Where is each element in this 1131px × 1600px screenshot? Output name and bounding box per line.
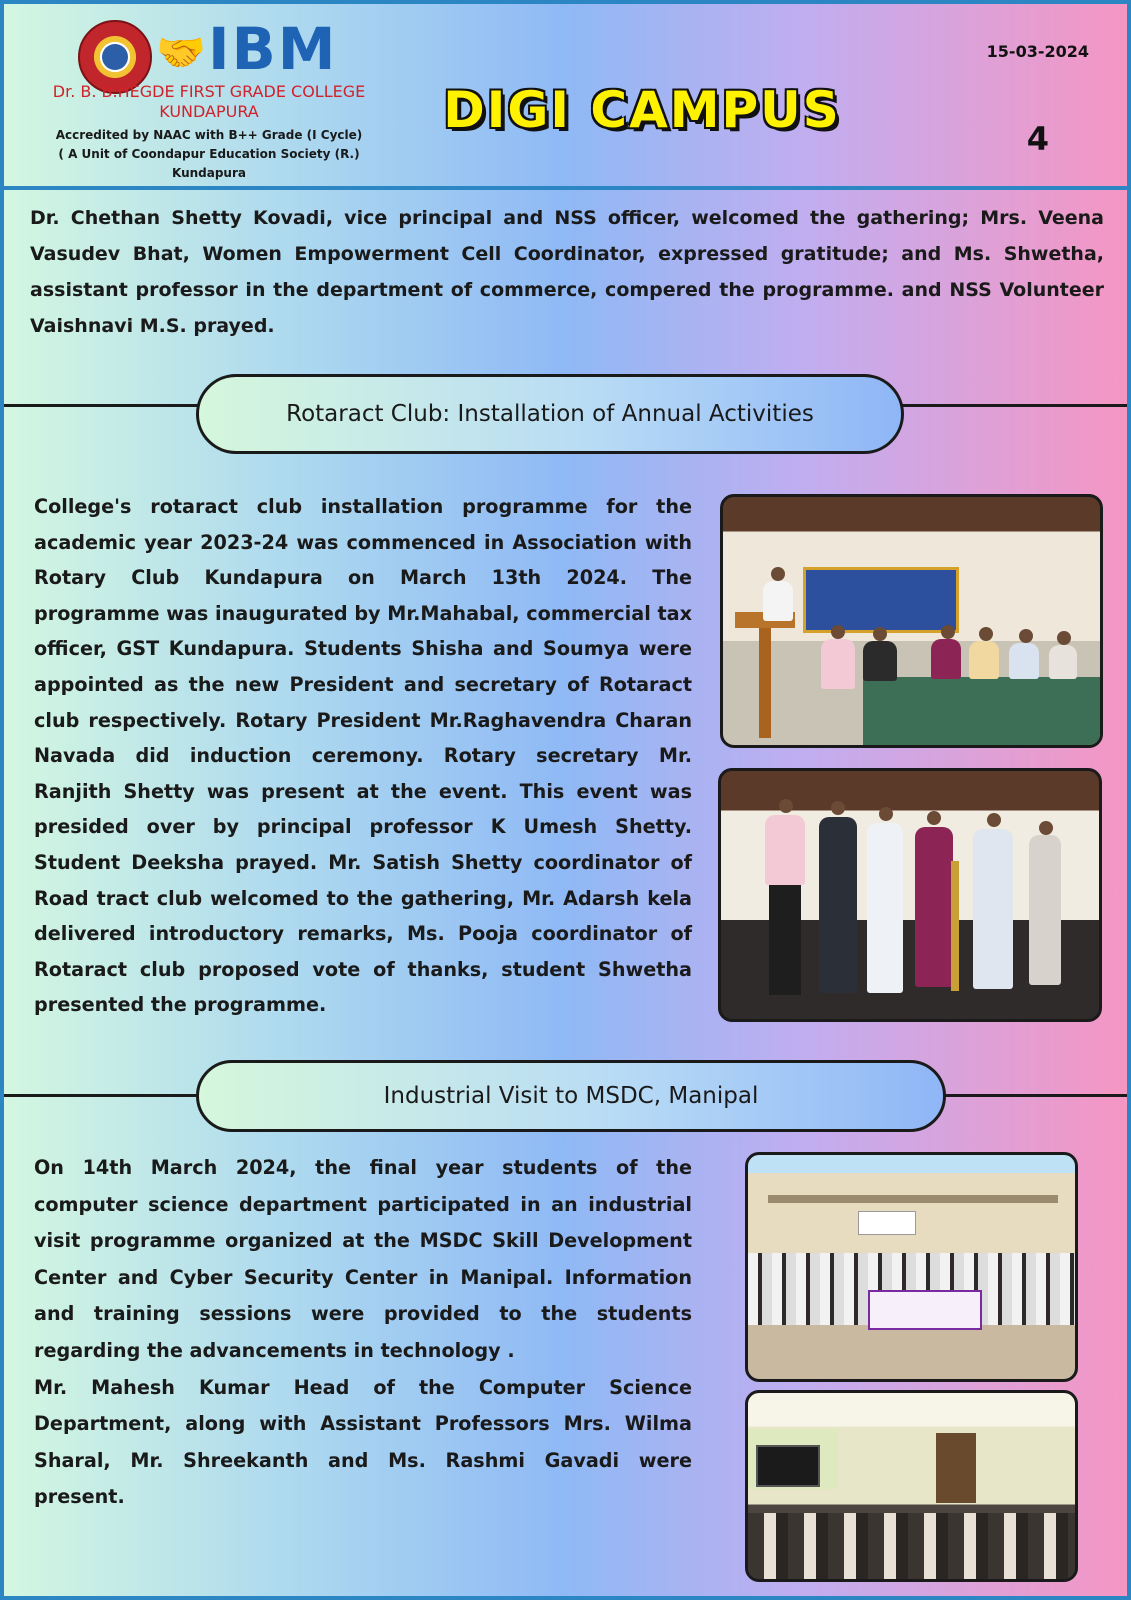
masthead-title: DIGI CAMPUS	[443, 81, 841, 139]
person-head	[979, 627, 993, 641]
person-head	[779, 799, 793, 813]
podium-stand	[759, 628, 771, 738]
section-rule-left-2	[4, 1094, 204, 1097]
person	[931, 639, 961, 679]
page-number: 4	[1026, 120, 1049, 158]
stage-banner	[803, 567, 959, 633]
msdc-training-hall-photo	[745, 1390, 1078, 1582]
person-head	[1057, 631, 1071, 645]
building-ledge	[768, 1195, 1058, 1203]
person-head	[771, 567, 785, 581]
section-rule-right-2	[942, 1094, 1127, 1097]
msdc-text	[34, 1150, 692, 1516]
person	[765, 815, 805, 885]
person-head	[941, 625, 955, 639]
rotaract-section-title: Rotaract Club: Installation of Annual Activities	[196, 374, 904, 454]
person	[821, 639, 855, 689]
section-rule-left	[4, 404, 204, 407]
place-text: Kundapura	[171, 166, 246, 180]
intro-paragraph: Dr. Chethan Shetty Kovadi, vice principal and NSS officer, welcomed the gathering; Mrs. Veena Vasudev Bhat, Women Empowerment Cell Coordinator, expressed gratitude; and Ms. Shwetha, assistant professor in the department of commerce, compered the programme. and NSS Volunteer Vaishnavi M.S. prayed.	[30, 207, 1104, 337]
industrial-visit-banner	[868, 1290, 982, 1330]
msdc-paragraph-1: On 14th March 2024, the final year students of the computer science department participated in an industrial visit programme organized at the MSDC Skill Development Center and Cyber Security Center in Manipal. Information and training sessions were provided to the students regarding the advancements in technology .	[34, 1156, 692, 1362]
person	[863, 641, 897, 681]
display-screen	[756, 1445, 820, 1487]
person	[973, 829, 1013, 989]
person	[763, 581, 793, 621]
issue-date: 15-03-2024	[986, 42, 1089, 61]
person-head	[1019, 629, 1033, 643]
rotaract-lamp-lighting-photo	[718, 768, 1102, 1022]
person-head	[873, 627, 887, 641]
unit-text: ( A Unit of Coondapur Education Society (R.)	[58, 147, 360, 161]
person	[867, 823, 903, 993]
msdc-group-photo	[745, 1152, 1078, 1382]
header	[4, 4, 1127, 186]
person-head	[831, 801, 845, 815]
seated-students	[748, 1513, 1078, 1582]
person-head	[927, 811, 941, 825]
person-head	[831, 625, 845, 639]
section-rule-right	[899, 404, 1127, 407]
oil-lamp	[951, 861, 959, 991]
person	[969, 641, 999, 679]
person	[1049, 645, 1077, 679]
accreditation-text: Accredited by NAAC with B++ Grade (I Cycle)	[55, 128, 363, 142]
person	[915, 827, 953, 987]
college-details	[24, 126, 394, 183]
rotaract-stage-photo	[720, 494, 1103, 748]
handshake-icon: 🤝	[156, 30, 206, 76]
person-head	[1039, 821, 1053, 835]
msdc-paragraph-2: Mr. Mahesh Kumar Head of the Computer Science Department, along with Assistant Professors Mrs. Wilma Sharal, Mr. Shreekanth and Ms. Rashmi Gavadi were present.	[34, 1375, 692, 1509]
person-legs	[769, 885, 801, 995]
dais-table	[863, 677, 1101, 747]
header-divider	[4, 186, 1127, 190]
person	[1029, 835, 1061, 985]
rotaract-paragraph: College's rotaract club installation programme for the academic year 2023-24 was commenced in Association with Rotary Club Kundapura on March 13th 2024. The programme was inaugurated by Mr.Mahabal, commercial tax officer, GST Kundapura. Students Shisha and Soumya were appointed as the new President and secretary of Rotaract club respectively. Rotary President Mr.Raghavendra Charan Navada did induction ceremony. Rotary secretary Mr. Ranjith Shetty was present at the event. This event was presided over by principal professor K Umesh Shetty. Student Deeksha prayed. Mr. Satish Shetty coordinator of Road tract club welcomed to the gathering, Mr. Adarsh kela delivered introductory remarks, Ms. Pooja coordinator of Rotaract club proposed vote of thanks, student Shwetha presented the programme.	[34, 495, 692, 1017]
person	[1009, 643, 1039, 679]
ibm-logo: IBM	[208, 15, 338, 83]
person	[819, 817, 857, 993]
person-head	[879, 807, 893, 821]
college-name: Dr. B. B.HEGDE FIRST GRADE COLLEGE KUNDAPURA	[52, 82, 366, 121]
person-head	[987, 813, 1001, 827]
room-door	[936, 1433, 976, 1503]
msdc-sign	[858, 1211, 916, 1235]
msdc-section-title: Industrial Visit to MSDC, Manipal	[196, 1060, 946, 1132]
